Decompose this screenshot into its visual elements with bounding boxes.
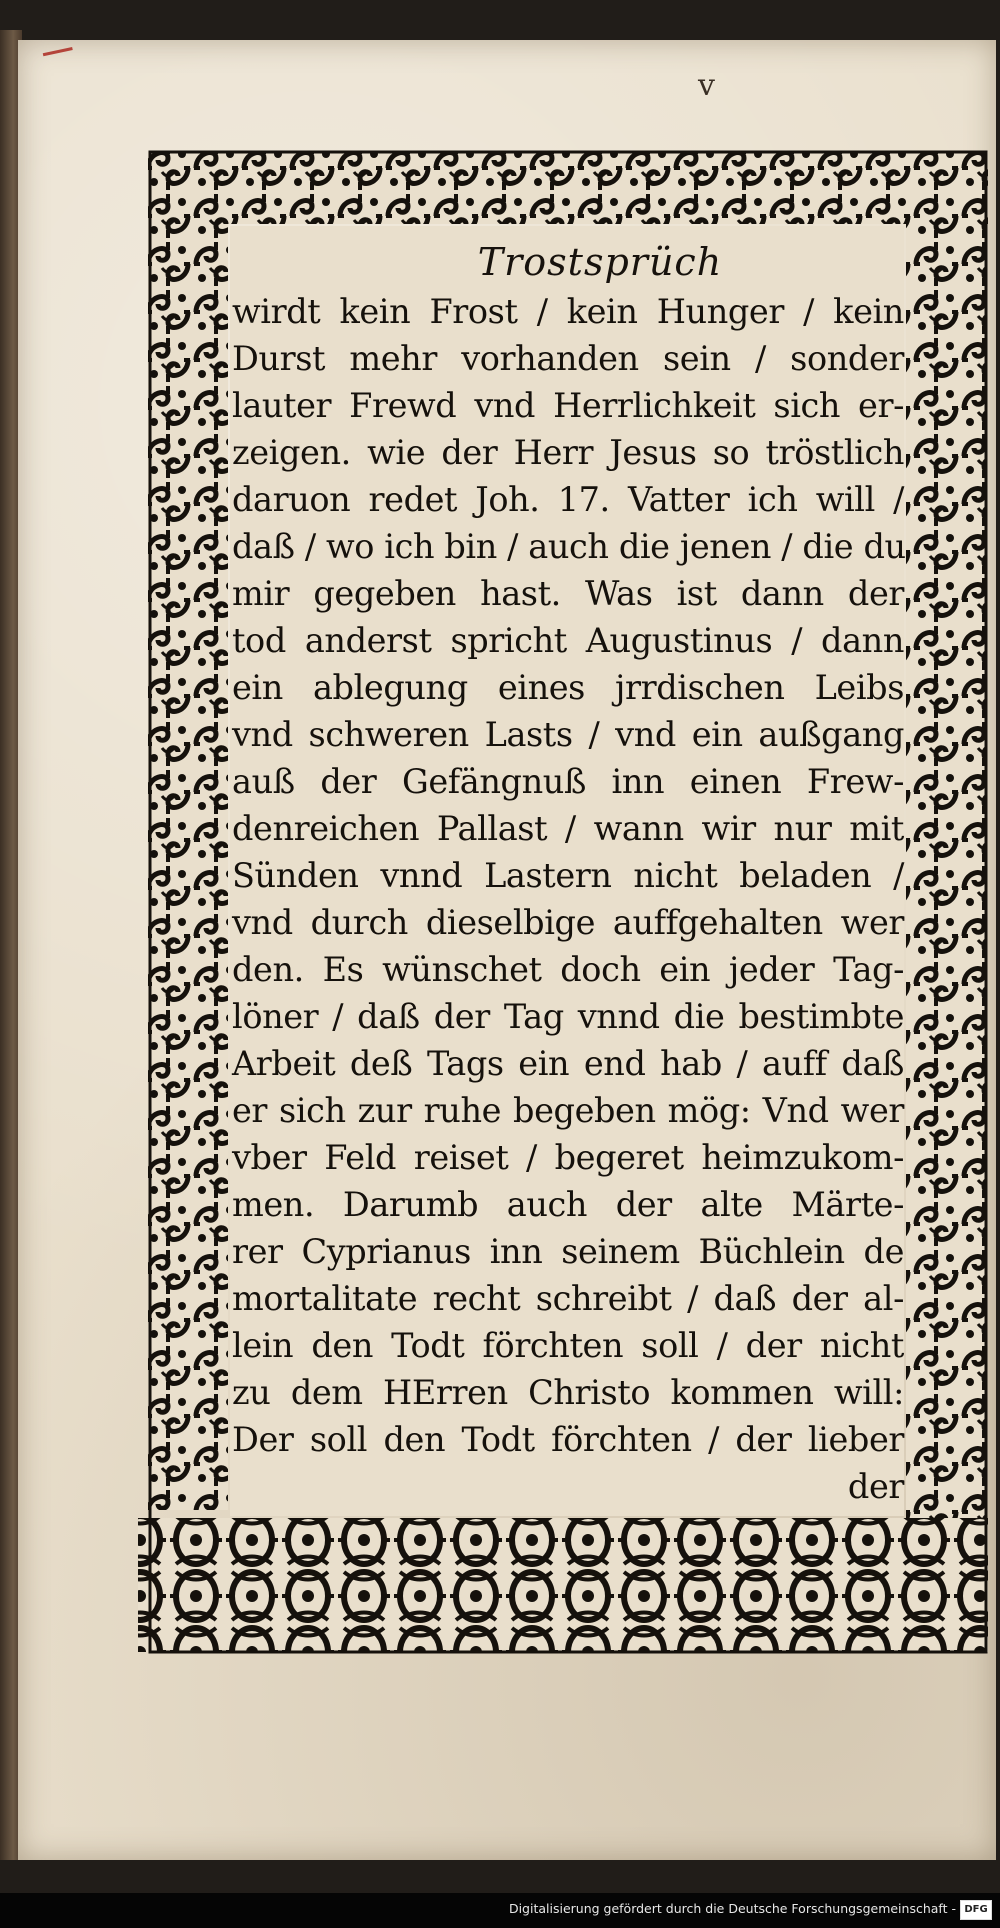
- text-line: auß der Gefängnuß inn einen Frew-: [232, 762, 904, 801]
- text-line: löner / daß der Tag vnnd die bestimbte: [232, 997, 904, 1036]
- footer-bar: [0, 1893, 1000, 1928]
- text-line: men. Darumb auch der alte Märte-: [232, 1185, 904, 1224]
- border-right: [906, 152, 986, 1652]
- text-line: lauter Frewd vnd Herrlichkeit sich er-: [232, 386, 904, 425]
- text-line: vber Feld reiset / begeret heimzukom-: [232, 1138, 904, 1177]
- text-line: zu dem HErren Christo kommen will:: [232, 1373, 904, 1412]
- text-line: mortalitate recht schreibt / daß der al-: [232, 1279, 904, 1318]
- text-line: er sich zur ruhe begeben mög: Vnd wer: [232, 1091, 904, 1130]
- border-left: [148, 152, 228, 1510]
- text-line: lein den Todt förchten soll / der nicht: [232, 1326, 904, 1365]
- text-line: tod anderst spricht Augustinus / dann: [232, 621, 904, 660]
- border-bottom: [138, 1518, 988, 1652]
- catchword: der: [847, 1467, 904, 1506]
- text-line: Arbeit deß Tags ein end hab / auff daß: [232, 1044, 904, 1083]
- funding-credit: Digitalisierung gefördert durch die Deutsche Forschungsgemeinschaft -: [508, 1901, 956, 1916]
- text-line: daruon redet Joh. 17. Vatter ich will /: [232, 480, 904, 519]
- text-line: denreichen Pallast / wann wir nur mit: [232, 809, 904, 848]
- text-block: [232, 288, 904, 1510]
- text-line: vnd durch dieselbige auffgehalten wer: [232, 903, 904, 942]
- text-line: Der soll den Todt förchten / der lieber: [232, 1420, 904, 1459]
- text-line: vnd schweren Lasts / vnd ein außgang: [232, 715, 904, 754]
- text-line: den. Es wünschet doch ein jeder Tag-: [232, 950, 904, 989]
- border-top: [150, 152, 988, 224]
- text-line: zeigen. wie der Herr Jesus so tröstlich: [232, 433, 904, 472]
- text-line: daß / wo ich bin / auch die jenen / die du: [232, 527, 906, 566]
- text-line: rer Cyprianus inn seinem Büchlein de: [232, 1232, 904, 1271]
- text-line: ein ablegung eines jrrdischen Leibs: [232, 668, 904, 707]
- dfg-logo: DFG: [960, 1900, 992, 1920]
- text-line: Sünden vnnd Lastern nicht beladen /: [232, 856, 904, 895]
- running-head: Trostsprüch: [477, 240, 723, 284]
- text-line: mir gegeben hast. Was ist dann der: [232, 574, 904, 613]
- text-line: Durst mehr vorhanden sein / sonder: [232, 339, 904, 378]
- text-line: wirdt kein Frost / kein Hunger / kein: [232, 292, 904, 331]
- folio-mark: v: [698, 68, 715, 103]
